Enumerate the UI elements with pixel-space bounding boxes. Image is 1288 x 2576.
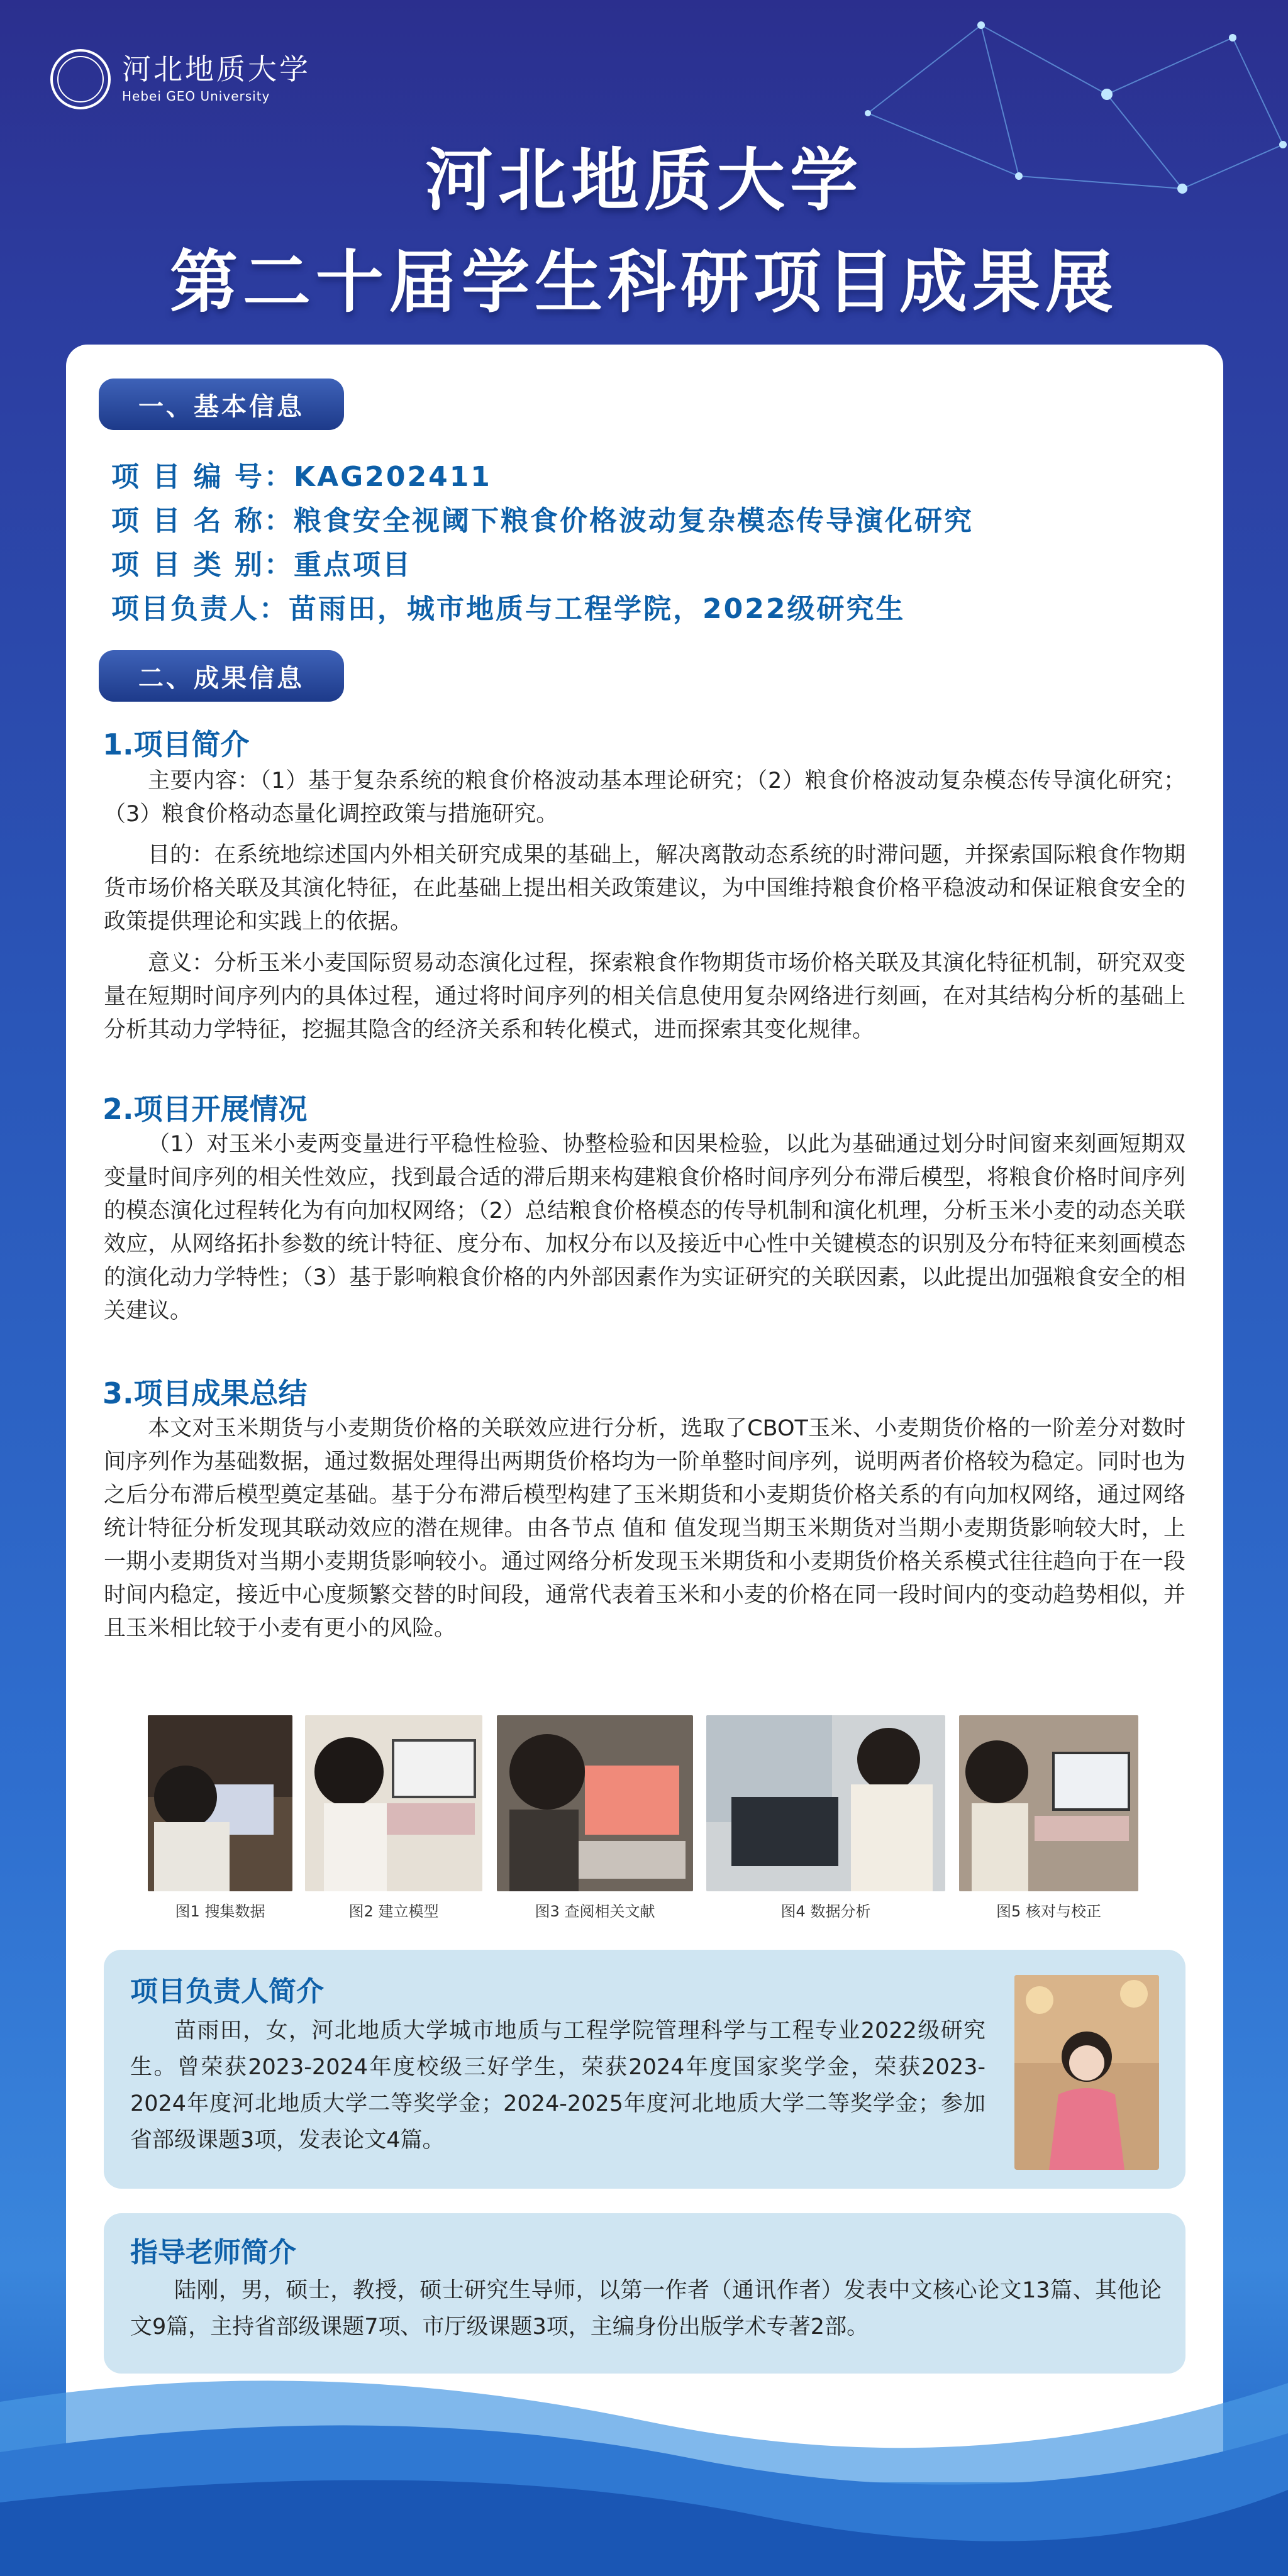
paragraph-results: 本文对玉米期货与小麦期货价格的关联效应进行分析，选取了CBOT玉米、小麦期货价格的一阶差分对数时间序列作为基础数据，通过数据处理得出两期货价格均为一阶单整时间序列，说明两者价格较为稳定。同时也为之后分布滞后模型奠定基础。基于分布滞后模型构建了玉米期货和小麦期货价格关系的有向加权网络，通过网络统计特征分析发现其联动效应的潜在规律。由各节点 值和 值发现当期玉米期货对当期小麦期货影响较大时，上一期小麦期货对当期小麦期货影响较小。通过网络分析发现玉米期货和小麦期货价格关系模式往往趋向于在一段时间内稳定，接近中心度频繁交替的时间段，通常代表着玉米和小麦的价格在同一段时间内的变动趋势相似，并且玉米相比较于小麦有更小的风险。: [104, 1416, 1185, 1641]
photo-verify-correct: [959, 1715, 1138, 1891]
bottom-wave-decoration: [0, 2326, 1288, 2576]
paragraph-progress: （1）对玉米小麦两变量进行平稳性检验、协整检验和因果检验，以此为基础通过划分时间窗来刻画短期双变量时间序列的相关性效应，找到最合适的滞后期来构建粮食价格时间序列分布滞后模型，将粮食价格时间序列的模态演化过程转化为有向加权网络；（2）总结粮食价格模态的传导机制和演化机理，分析玉米小麦的动态关联效应，从网络拓扑参数的统计特征、度分布、加权分布以及接近中心性中关键模态的识别及分布特征来刻画模态的演化动力学特性；（3）基于影响粮食价格的内外部因素作为实证研究的关联因素，以此提出加强粮食安全的相关建议。: [104, 1132, 1185, 1324]
poster-title-line1: 河北地质大学: [425, 141, 863, 220]
leader-intro-text: 苗雨田，女，河北地质大学城市地质与工程学院管理科学与工程专业2022级研究生。曾荣获2023-2024年度校级三好学生，荣获2024年度国家奖学金，荣获2023-2024年度河北地质大学二等奖学金；2024-2025年度河北地质大学二等奖学金；参加省部级课题3项，发表论文4篇。: [130, 2018, 985, 2153]
paragraph-significance: 意义：分析玉米小麦国际贸易动态演化过程，探索粮食作物期货市场价格关联及其演化特征机制，研究双变量在短期时间序列内的具体过程，通过将时间序列的相关信息使用复杂网络进行刻画，在对其结构分析的基础上分析其动力学特征，挖掘其隐含的经济关系和转化模式，进而探索其变化规律。: [104, 951, 1185, 1042]
photo-data-analysis: [706, 1715, 945, 1891]
photo-collect-data: [148, 1715, 292, 1891]
caption-photo-3: 图3 查阅相关文献: [535, 1903, 655, 1920]
heading-results-summary: 3.项目成果总结: [103, 1376, 308, 1410]
paragraph-purpose: 目的：在系统地综述国内外相关研究成果的基础上，解决离散动态系统的时滞问题，并探索国际粮食作物期货市场价格关联及其演化特征，在此基础上提出相关政策建议，为中国维持粮食价格平稳波动和保证粮食安全的政策提供理论和实践上的依据。: [104, 843, 1185, 934]
heading-project-intro: 1.项目简介: [103, 727, 250, 761]
university-seal-icon: [50, 49, 111, 109]
paragraph-main-content: 主要内容：（1）基于复杂系统的粮食价格波动基本理论研究；（2）粮食价格波动复杂模态传导演化研究；（3）粮食价格动态量化调控政策与措施研究。: [104, 768, 1185, 827]
leader-intro-box: [104, 1950, 1185, 2189]
university-logo: [50, 49, 311, 109]
caption-photo-4: 图4 数据分析: [780, 1903, 871, 1920]
caption-photo-5: 图5 核对与校正: [996, 1903, 1101, 1920]
info-row-project-category: 项 目 类 别：重点项目: [111, 549, 412, 581]
section-tab-results: 二、成果信息: [99, 650, 344, 702]
leader-portrait: [1014, 1975, 1159, 2170]
advisor-intro-text: 陆刚，男，硕士，教授，硕士研究生导师，以第一作者（通讯作者）发表中文核心论文13篇、其他论文9篇，主持省部级课题7项、市厅级课题3项，主编身份出版学术专著2部。: [130, 2278, 1162, 2340]
info-row-project-leader: 项目负责人：苗雨田，城市地质与工程学院，2022级研究生: [111, 593, 906, 625]
leader-intro-heading: 项目负责人简介: [130, 1976, 324, 2008]
content-card: [66, 345, 1223, 2482]
section-tab-basic-info: 一、基本信息: [99, 379, 344, 430]
heading-project-progress: 2.项目开展情况: [103, 1092, 308, 1126]
photo-review-literature: [497, 1715, 693, 1891]
advisor-intro-heading: 指导老师简介: [130, 2236, 296, 2269]
photo-build-model: [305, 1715, 482, 1891]
info-row-project-name: 项 目 名 称：粮食安全视阈下粮食价格波动复杂模态传导演化研究: [111, 505, 974, 537]
poster-title-line2: 第二十届学生科研项目成果展: [169, 243, 1118, 322]
caption-photo-2: 图2 建立模型: [348, 1903, 439, 1920]
logo-name-en: Hebei GEO University: [122, 89, 270, 104]
logo-name-cn: 河北地质大学: [122, 52, 311, 86]
caption-photo-1: 图1 搜集数据: [175, 1903, 265, 1920]
info-row-project-number: 项 目 编 号：KAG202411: [111, 461, 492, 493]
